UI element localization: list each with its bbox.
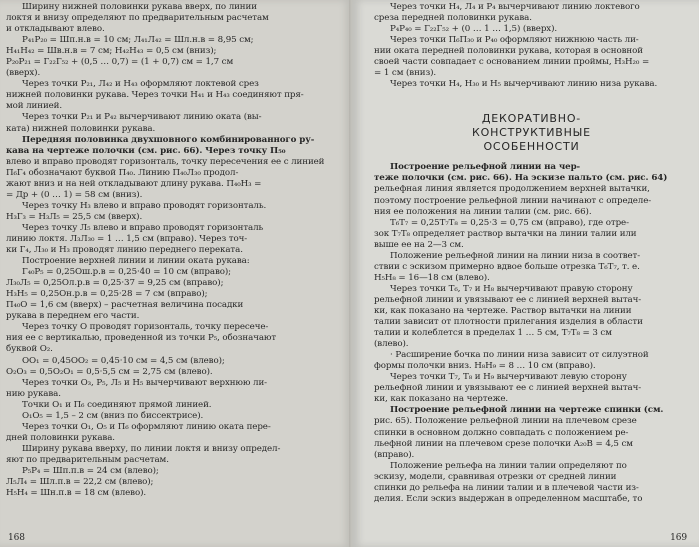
text-line: H₃Г₃ = H₃Л₅ = 25,5 см (вверх). bbox=[6, 211, 143, 222]
section-heading-line: КОНСТРУКТИВНЫЕ bbox=[472, 126, 591, 140]
text-line: спинки в основном должно совпадать с положением ре- bbox=[374, 427, 629, 438]
left-page-text bbox=[6, 2, 338, 499]
text-line: Через точку H₃ влево и вправо проводят горизонталь. bbox=[22, 200, 267, 211]
text-line: Через точки T₆, T₇ и H₈ вычерчивают правую сторону bbox=[390, 283, 633, 294]
text-line: OO₁ = 0,45OO₂ = 0,45·10 см = 4,5 см (влево); bbox=[22, 355, 225, 366]
text-line: T₆T₇ = 0,25T₇T₈ = 0,25·3 = 0,75 см (вправо), где отре- bbox=[390, 217, 629, 228]
text-line: ния ее положения на линии талии (см. рис. 66). bbox=[374, 206, 592, 217]
text-line: = 1 см (вниз). bbox=[374, 68, 437, 79]
text-line: ки, как показано на чертеже. bbox=[374, 394, 509, 405]
text-line: среза передней половинки рукава. bbox=[374, 13, 532, 24]
text-line: Через точки H₄, H₃₀ и H₅ вычерчивают линию низа рукава. bbox=[390, 79, 658, 90]
text-line: теже полочки (см. рис. 66). На эскизе пальто (см. рис. 64) bbox=[374, 173, 668, 184]
text-line: Ширину рукава вверху, по линии локтя и внизу определ- bbox=[22, 443, 281, 454]
text-line: P₅P₄ = Шп.п.в = 24 см (влево); bbox=[22, 465, 159, 476]
text-line: П₄₀O = 1,6 см (вверх) – расчетная величина посадки bbox=[6, 300, 244, 311]
text-line: влево и вправо проводят горизонталь, точку пересечения ее с линией bbox=[6, 156, 325, 167]
text-line: Л₅Л₄ = Шл.п.в = 22,2 см (влево); bbox=[6, 477, 154, 488]
text-line: поэтому построение рельефной линии начинают с определе- bbox=[374, 195, 652, 206]
text-line: линию локтя. Л₃Л₃₀ = 1 … 1,5 см (вправо). Через точ- bbox=[6, 233, 248, 244]
text-line: H₄₁H₄₂ = Шв.н.в = 7 см; H₄₂H₄₃ = 0,5 см (вниз); bbox=[6, 46, 217, 57]
text-line: Ширину нижней половинки рукава вверх, по линии bbox=[22, 2, 257, 12]
text-line: Точки O₁ и П₆ соединяют прямой линией. bbox=[22, 399, 212, 410]
text-line: ки Г₄, Л₃₀ и H₃ проводят линию переднего переката. bbox=[6, 245, 243, 256]
text-line: рельефной линии и увязывают ее с линией верхней вытач- bbox=[374, 383, 642, 394]
text-line: Построение верхней линии и линии оката рукава: bbox=[22, 256, 250, 267]
text-line: талии и колеблется в пределах 1 … 5 см, T₇T₈ = 3 см bbox=[374, 328, 612, 339]
text-line: Положение рельефной линии на линии низа в соответ- bbox=[390, 250, 641, 261]
text-line: O₂O₃ = 0,5O₂O₁ = 0,5·5,5 см = 2,75 см (влево). bbox=[6, 366, 213, 377]
text-line: Передняя половинка двухшовного комбинированного ру- bbox=[22, 134, 315, 145]
text-line: O₁O₅ = 1,5 – 2 см (вниз по биссектрисе). bbox=[22, 410, 204, 421]
text-line: зок T₇T₈ определяет раствор вытачки на линии талии или bbox=[374, 228, 637, 239]
right-page-text bbox=[374, 2, 689, 505]
text-line: Через точку Л₅ влево и вправо проводят горизонталь bbox=[22, 222, 264, 233]
text-line: рельефная линия является продолжением верхней вытачки, bbox=[374, 184, 650, 195]
right-page-number: 169 bbox=[670, 532, 687, 543]
text-line: рельефной линии и увязывают ее с линией верхней вытач- bbox=[374, 294, 642, 305]
text-line: мой линией. bbox=[6, 101, 63, 112]
left-page-number: 168 bbox=[8, 532, 25, 543]
text-line: льефной линии на плечевом срезе полочки A₂₀B = 4,5 см bbox=[374, 438, 633, 449]
text-line: рис. 65). Положение рельефной линии на плечевом срезе bbox=[374, 416, 637, 427]
text-line: локтя и внизу определяют по предварительным расчетам bbox=[6, 13, 269, 24]
right-page-top-text bbox=[374, 2, 689, 90]
text-line: Построение рельефной линии на чертеже спинки (см. bbox=[390, 405, 664, 416]
text-line: Через точку O проводят горизонталь, точку пересече- bbox=[22, 322, 269, 333]
text-line: рукава в переднем его части. bbox=[6, 311, 140, 322]
text-line: P₄₁P₂₀ = Шп.н.в = 10 см; Л₄₁Л₄₂ = Шл.н.в = 8,95 см; bbox=[22, 35, 254, 46]
right-page bbox=[352, 0, 699, 547]
section-spacer bbox=[374, 154, 689, 162]
text-line: · Расширение бочка по линии низа зависит от силуэтной bbox=[390, 350, 649, 361]
text-line: эскизу, модели, сравнивая отрезки от средней линии bbox=[374, 471, 617, 482]
text-line: буквой O₂. bbox=[6, 344, 53, 355]
text-line: H₃H₅ = 0,25Oн.р.в = 0,25·28 = 7 см (вправо); bbox=[6, 289, 208, 300]
text-line: H₅H₈ = 16—18 см (влево). bbox=[374, 272, 490, 283]
text-line: дней половинки рукава. bbox=[6, 432, 115, 443]
text-line: H₅H₄ = Шн.п.в = 18 см (влево). bbox=[6, 488, 147, 499]
text-line: Через точки П₆П₃₀ и P₄₀ оформляют нижнюю часть ли- bbox=[390, 35, 639, 46]
right-page-bottom-text bbox=[374, 162, 689, 504]
text-line: Через точки O₁, O₅ и П₆ оформляют линию оката пере- bbox=[22, 421, 271, 432]
text-line: = Дp + (0 … 1) = 58 см (вниз). bbox=[6, 189, 143, 200]
text-line: ния ее с вертикалью, проведенной из точки P₅, обозначают bbox=[6, 333, 277, 344]
text-line: П₆Г₄ обозначают буквой П₄₀. Линию П₄₀Л₃₀ продол- bbox=[6, 167, 239, 178]
text-line: Построение рельефной линии на чер- bbox=[390, 162, 581, 173]
text-line: Г₄₀P₅ = 0,25Oш.р.в = 0,25·40 = 10 см (вправо); bbox=[22, 267, 231, 278]
section-heading-line: ОСОБЕННОСТИ bbox=[483, 140, 580, 154]
text-line: (вверх). bbox=[6, 68, 41, 79]
text-line: Через точки H₄, Л₄ и P₄ вычерчивают линию локтевого bbox=[390, 2, 640, 12]
section-heading bbox=[374, 112, 689, 154]
text-line: ствии с эскизом примерно вдвое больше отрезка T₆T₇, т. е. bbox=[374, 261, 640, 272]
text-line: ки, как показано на чертеже. Раствор вытачки на линии bbox=[374, 305, 632, 316]
text-line: нии оката передней половинки рукава, которая в основной bbox=[374, 46, 643, 57]
text-line: яют по предварительным расчетам. bbox=[6, 454, 169, 465]
section-heading-line: ДЕКОРАТИВНО- bbox=[481, 112, 582, 126]
text-line: Через точки P₂₁, Л₄₂ и H₄₃ оформляют локтевой срез bbox=[22, 79, 259, 90]
text-line: жают вниз и на ней откладывают длину рукава. П₄₀H₃ = bbox=[6, 178, 262, 189]
text-line: спинки до рельефа на линии талии и в плечевой части из- bbox=[374, 482, 639, 493]
text-line: P₄P₄₀ = Г₂₂Г₅₂ + (0 … 1 … 1,5) (вверх). bbox=[390, 24, 558, 35]
text-line: кава на чертеже полочки (см. рис. 66). Через точку П₅₀ bbox=[6, 145, 286, 156]
text-line: P₂₀P₂₁ = Г₂₂Г₅₂ + (0,5 … 0,7) = (1 + 0,7) см = 1,7 см bbox=[6, 57, 234, 68]
text-line: Через точки T₇, T₈ и H₉ вычерчивают левую сторону bbox=[390, 372, 627, 383]
text-line: (вправо). bbox=[374, 449, 415, 460]
text-line: (влево). bbox=[374, 339, 409, 350]
text-line: своей части совпадает с основанием линии проймы, H₃H₂₀ = bbox=[374, 57, 650, 68]
text-line: ката) нижней половинки рукава. bbox=[6, 123, 156, 134]
text-line: нижней половинки рукава. Через точки H₄₁ и H₄₃ соединяют пря- bbox=[6, 90, 304, 101]
text-line: Через точки P₂₁ и P₄₂ вычерчивают линию оката (вы- bbox=[22, 112, 262, 123]
text-line: формы полочки вниз. H₈H₉ = 8 … 10 см (вправо). bbox=[374, 361, 596, 372]
section-spacer bbox=[374, 90, 689, 112]
text-line: Положение рельефа на линии талии определяют по bbox=[390, 460, 627, 471]
text-line: талии зависит от плотности прилегания изделия в области bbox=[374, 317, 643, 328]
text-line: делия. Если эскиз выдержан в определенном масштабе, то bbox=[374, 493, 643, 504]
text-line: Через точки O₃, P₅, Л₅ и H₅ вычерчивают верхнюю ли- bbox=[22, 377, 267, 388]
text-line: и откладывают влево. bbox=[6, 24, 105, 35]
text-line: выше ее на 2—3 см. bbox=[374, 239, 464, 250]
text-line: нию рукава. bbox=[6, 388, 61, 399]
text-line: Л₃₀Л₅ = 0,25Oл.р.в = 0,25·37 = 9,25 см (вправо); bbox=[6, 278, 224, 289]
